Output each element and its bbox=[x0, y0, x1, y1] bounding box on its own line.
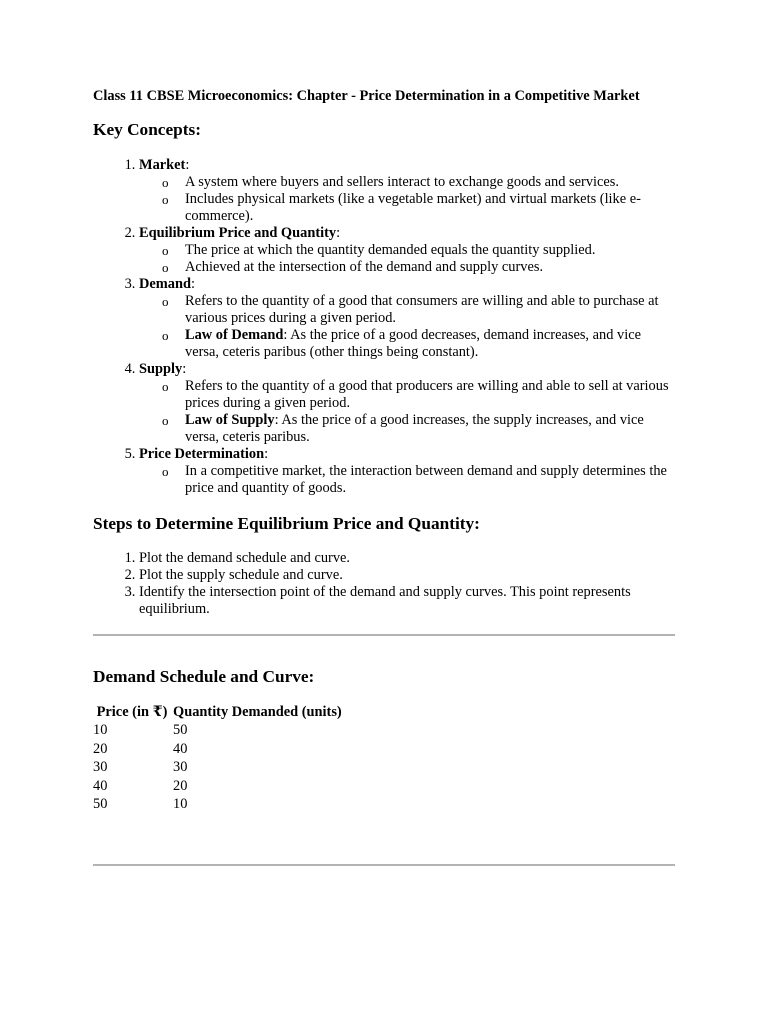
concept-item-demand: 3. Demand: o Refers to the quantity of a good that consumers are willing and able to purchase at various prices during a given period. o Law of Demand: As the price of a good decreases, demand increases, and vice versa, ceteris paribus (other things being constant). bbox=[139, 276, 675, 361]
law-term: Law of Supply bbox=[185, 412, 275, 428]
concept-item-market: 1. Market: o A system where buyers and sellers interact to exchange goods and services. o Includes physical markets (like a vegetable market) and virtual markets (like e-commerce). bbox=[139, 157, 675, 225]
steps-heading: Steps to Determine Equilibrium Price and Quantity: bbox=[93, 514, 480, 533]
quantity-cell: 20 bbox=[173, 777, 188, 794]
quantity-cell: 30 bbox=[173, 759, 188, 775]
concept-point bbox=[162, 174, 675, 191]
concept-points bbox=[139, 463, 675, 497]
point-text: Includes physical markets (like a vegetable market) and virtual markets (like e-commerce). bbox=[185, 191, 641, 224]
concept-point bbox=[162, 412, 675, 446]
hollow-bullet-icon: o bbox=[162, 294, 169, 309]
point-text: : As the price of a good increases, the supply increases, and vice versa, ceteris paribus. bbox=[185, 412, 644, 445]
price-cell: 10 bbox=[93, 722, 108, 738]
hollow-bullet-icon: o bbox=[162, 260, 169, 275]
table-row bbox=[93, 777, 342, 796]
table-header-row bbox=[93, 704, 342, 721]
key-concepts-heading: Key Concepts: bbox=[93, 120, 201, 139]
concept-item-equilibrium: 2. Equilibrium Price and Quantity: o The price at which the quantity demanded equals the quantity supplied. o Achieved at the intersection of the demand and supply curves. bbox=[139, 225, 675, 276]
concept-point bbox=[162, 259, 675, 276]
concept-term: Equilibrium Price and Quantity bbox=[139, 225, 337, 241]
concept-item-price-determination: 5. Price Determination: o In a competitive market, the interaction between demand and supply determines the price and quantity of goods. bbox=[139, 446, 675, 497]
table-row bbox=[93, 795, 342, 814]
demand-schedule-heading: Demand Schedule and Curve: bbox=[93, 667, 315, 686]
steps-list bbox=[93, 550, 675, 618]
concept-point bbox=[162, 242, 675, 259]
price-cell: 40 bbox=[93, 777, 108, 794]
concept-points bbox=[139, 242, 675, 276]
table-row bbox=[93, 758, 342, 777]
concept-point bbox=[162, 191, 675, 225]
concept-term: Market bbox=[139, 157, 186, 173]
price-cell: 20 bbox=[93, 740, 108, 757]
hollow-bullet-icon: o bbox=[162, 413, 169, 428]
point-text: The price at which the quantity demanded equals the quantity supplied. bbox=[185, 242, 596, 258]
step-item: 1. Plot the demand schedule and curve. bbox=[139, 550, 675, 567]
point-text: Refers to the quantity of a good that consumers are willing and able to purchase at various prices during a given period. bbox=[185, 293, 659, 326]
hollow-bullet-icon: o bbox=[162, 379, 169, 394]
hollow-bullet-icon: o bbox=[162, 243, 169, 258]
table-row bbox=[93, 721, 342, 740]
column-header-quantity: Quantity Demanded (units) bbox=[173, 704, 342, 720]
concept-point bbox=[162, 463, 675, 497]
document-title: Class 11 CBSE Microeconomics: Chapter - Price Determination in a Competitive Market bbox=[93, 88, 640, 104]
concept-point bbox=[162, 378, 675, 412]
price-cell: 30 bbox=[93, 759, 108, 775]
horizontal-divider bbox=[93, 864, 675, 866]
concept-points bbox=[139, 174, 675, 225]
point-text: In a competitive market, the interaction between demand and supply determines the price and quantity of goods. bbox=[185, 463, 667, 496]
concept-term: Demand bbox=[139, 276, 191, 292]
column-header-price: Price (in ₹) bbox=[96, 704, 168, 720]
concept-item-supply: 4. Supply: o Refers to the quantity of a good that producers are willing and able to sell at various prices during a given period. o Law of Supply: As the price of a good increases, the supply increases, and vice versa, ceteris paribus. bbox=[139, 361, 675, 446]
table-row bbox=[93, 740, 342, 759]
hollow-bullet-icon: o bbox=[162, 192, 169, 207]
point-text: Refers to the quantity of a good that producers are willing and able to sell at various prices during a given period. bbox=[185, 378, 669, 411]
quantity-cell: 40 bbox=[173, 740, 188, 757]
concept-points bbox=[139, 293, 675, 361]
concept-term: Price Determination bbox=[139, 446, 265, 462]
step-item: 3. Identify the intersection point of the demand and supply curves. This point represents equilibrium. bbox=[139, 584, 675, 618]
law-term: Law of Demand bbox=[185, 327, 284, 343]
price-cell: 50 bbox=[93, 796, 108, 812]
key-concepts-list bbox=[93, 157, 675, 497]
hollow-bullet-icon: o bbox=[162, 328, 169, 343]
demand-schedule-table bbox=[93, 704, 342, 814]
hollow-bullet-icon: o bbox=[162, 175, 169, 190]
point-text: Achieved at the intersection of the demand and supply curves. bbox=[185, 259, 544, 275]
concept-term: Supply bbox=[139, 361, 183, 377]
horizontal-divider bbox=[93, 634, 675, 636]
quantity-cell: 50 bbox=[173, 722, 188, 738]
point-text: : As the price of a good decreases, demand increases, and vice versa, ceteris paribus (other things being constant). bbox=[185, 327, 641, 360]
document-page bbox=[93, 88, 675, 866]
step-item: 2. Plot the supply schedule and curve. bbox=[139, 567, 675, 584]
concept-points bbox=[139, 378, 675, 446]
point-text: A system where buyers and sellers interact to exchange goods and services. bbox=[185, 174, 619, 190]
hollow-bullet-icon: o bbox=[162, 464, 169, 479]
concept-point bbox=[162, 293, 675, 327]
concept-point bbox=[162, 327, 675, 361]
quantity-cell: 10 bbox=[173, 796, 188, 812]
